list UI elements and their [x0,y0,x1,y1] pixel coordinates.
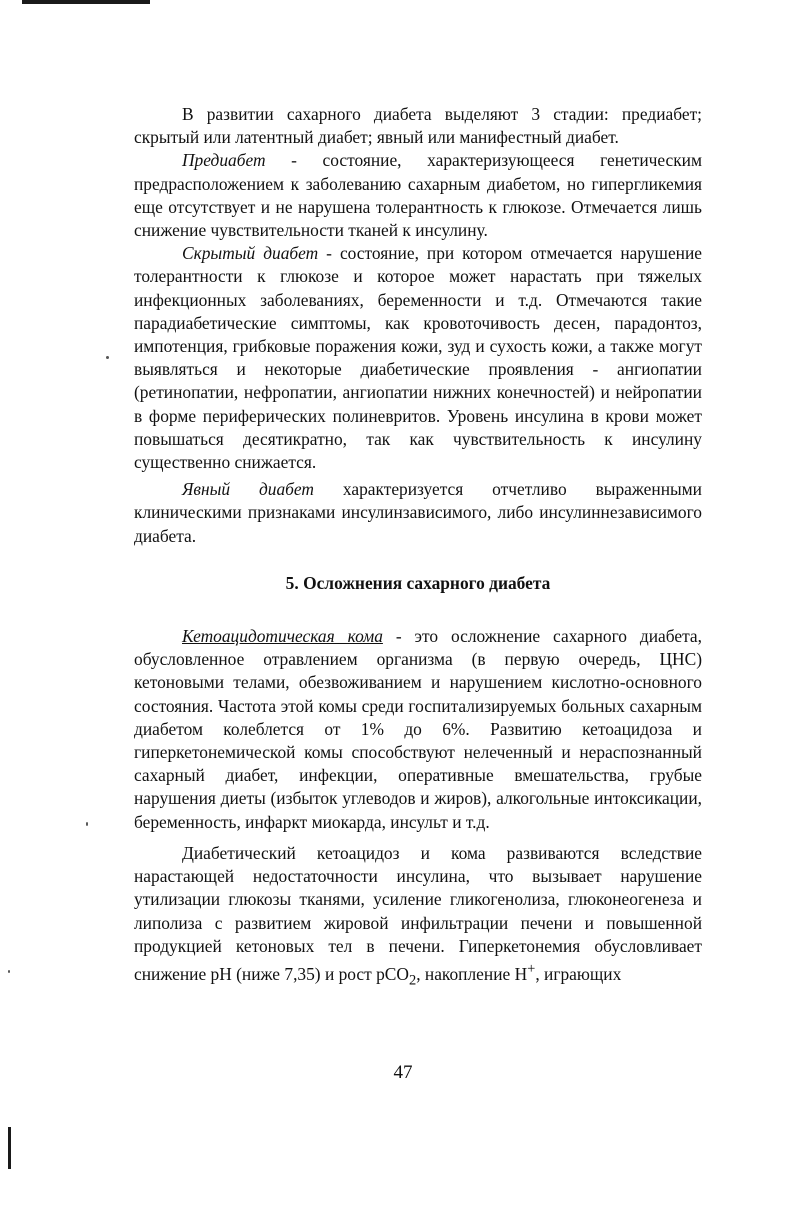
paragraph-prediabetes: Предиабет - состояние, характеризующееся генетическим предрасположением к заболеванию сахарным диабетом, но гипергликемия еще отсутствует и не нарушена толерантность к глюкозе. Отмечается лишь снижение чувствительности тканей к инсулину. [134,150,702,241]
paragraph-pathogenesis: Диабетический кетоацидоз и кома развиваются вследствие нарастающей недостаточности инсулина, что вызывает нарушение утилизации глюкозы тканями, усиление гликогенолиза, глюконеогенеза и липолиза с развитием жировой инфильтрации печени и повышенной продукцией кетоновых тел в печени. Гиперкетонемия обусловливает снижение pH (ниже 7,35) и рост pCO$_2$, накопление H+, играющих [134,842,702,989]
term-overt-diabetes: Явный диабет [182,479,314,500]
paragraph-ketoacidotic-coma: Кетоацидотическая кома - это осложнение сахарного диабета, обусловленное отравлением организма (в первую очередь, ЦНС) кетоновыми телами, обезвоживанием и нарушением кислотно-основного состояния. Частота этой комы среди госпитализируемых больных сахарным диабетом колеблется от 1% до 6%. Развитию кетоацидоза и гиперкетонемической комы способствуют нелеченный и нераспознанный сахарный диабет, инфекции, оперативные вмешательства, грубые нарушения диеты (избыток углеводов и жиров), алкогольные интоксикации, беременность, инфаркт миокарда, инсульт и т.д. [134,626,702,832]
subscript-2: 2 [408,972,417,989]
scan-speck [8,970,10,973]
superscript-plus: + [527,960,536,977]
term-prediabetes: Предиабет [182,150,266,171]
term-latent-diabetes: Скрытый диабет [182,243,319,264]
term-ketoacidotic-coma: Кетоацидотическая кома [182,626,383,647]
scan-speck [106,356,109,359]
scan-speck [86,822,88,826]
page-number: 47 [393,1062,413,1083]
document-body [134,103,702,992]
paragraph-stages: В развитии сахарного диабета выделяют 3 стадии: предиабет; скрытый или латентный диабет; явный или манифестный диабет. [134,104,702,148]
scan-edge-mark-left [8,1127,11,1169]
paragraph-latent-diabetes: Скрытый диабет - состояние, при котором отмечается нарушение толерантности к глюкозе и которое может нарастать при тяжелых инфекционных заболеваниях, беременности и т.д. Отмечаются такие парадиабетические симптомы, как кровоточивость десен, парадонтоз, импотенция, грибковые поражения кожи, зуд и сухость кожи, а также могут выявляться и некоторые диабетические проявления - ангиопатии (ретинопатии, нефропатии, ангиопатии нижних конечностей) и нейропатии в форме периферических полиневритов. Уровень инсулина в крови может повышаться десятикратно, так как чувствительность к инсулину существенно снижается. [134,243,702,473]
section-heading: 5. Осложнения сахарного диабета [285,572,551,593]
scan-edge-mark [22,0,150,4]
paragraph-overt-diabetes: Явный диабет характеризуется отчетливо выраженными клиническими признаками инсулинзависимого, либо инсулиннезависимого диабета. [134,479,702,546]
